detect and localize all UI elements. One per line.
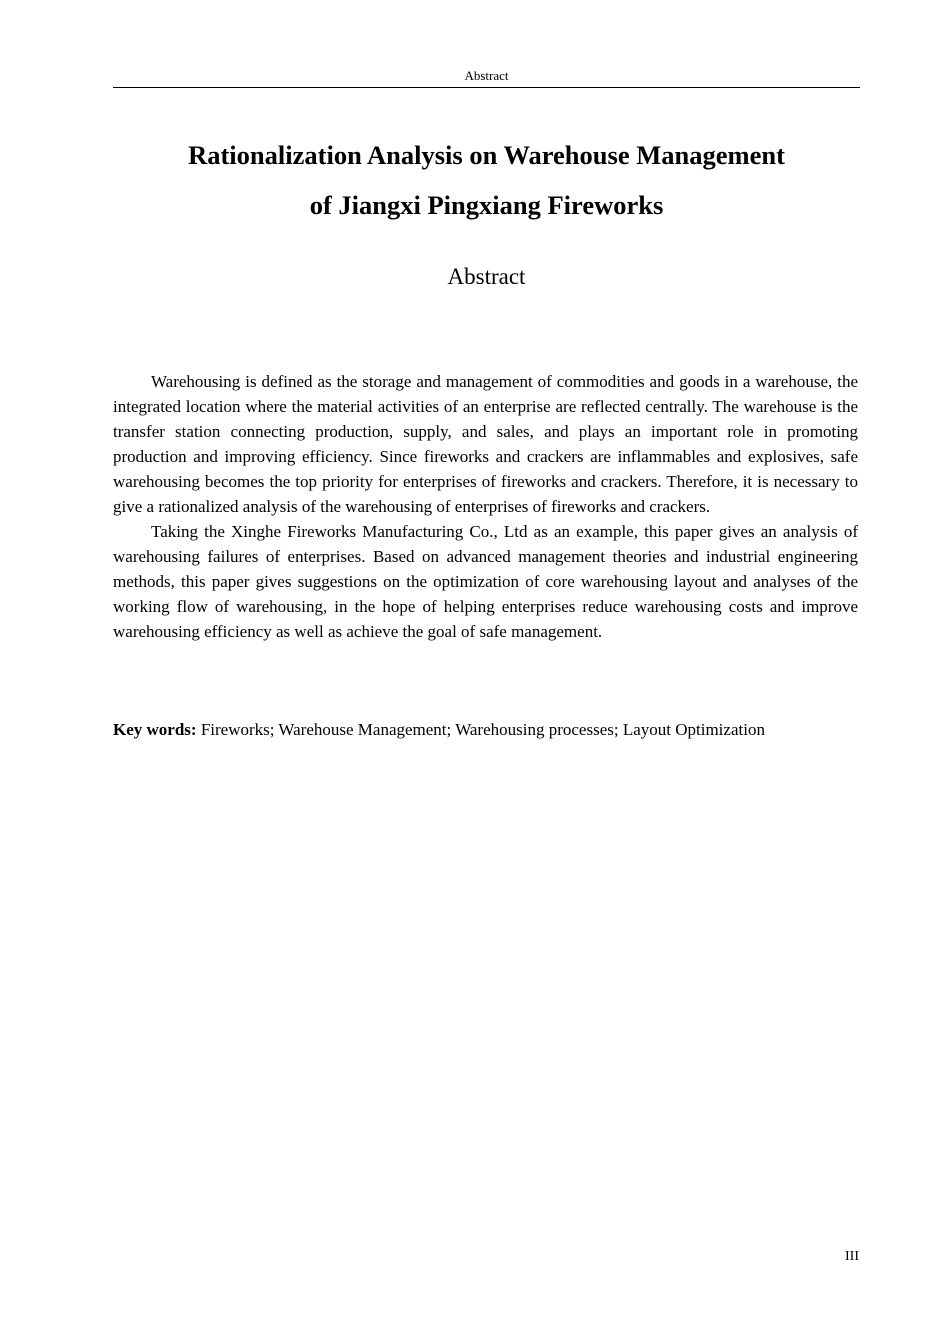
abstract-paragraph-2: Taking the Xinghe Fireworks Manufacturing Co., Ltd as an example, this paper gives an analysis of warehousing failures of enterprises. Based on advanced management theories and industrial engineering methods, this paper gives suggestions on the optimization of core warehousing layout and analyses of the working flow of warehousing, in the hope of helping enterprises reduce warehousing costs and improve warehousing efficiency as well as achieve the goal of safe management.	[113, 522, 858, 641]
abstract-body	[113, 369, 858, 644]
keywords-text: Fireworks; Warehouse Management; Warehousing processes; Layout Optimization	[200, 720, 765, 739]
running-header	[113, 68, 860, 88]
paper-title	[113, 130, 860, 230]
paper-title-line-2: of Jiangxi Pingxiang Fireworks	[309, 190, 664, 220]
abstract-paragraph-1: Warehousing is defined as the storage and management of commodities and goods in a warehouse, the integrated location where the material activities of an enterprise are reflected centrally. The warehouse is the transfer station connecting production, supply, and sales, and plays an important role in promoting production and improving efficiency. Since fireworks and crackers are inflammables and explosives, safe warehousing becomes the top priority for enterprises of fireworks and crackers. Therefore, it is necessary to give a rationalized analysis of the warehousing of enterprises of fireworks and crackers.	[113, 372, 858, 516]
page-number: III	[845, 1249, 859, 1264]
abstract-heading: Abstract	[447, 264, 526, 289]
paper-title-line-1: Rationalization Analysis on Warehouse Management	[188, 140, 785, 170]
keywords-line	[113, 717, 860, 742]
keywords-label: Key words:	[113, 720, 197, 739]
running-header-title: Abstract	[464, 68, 509, 83]
